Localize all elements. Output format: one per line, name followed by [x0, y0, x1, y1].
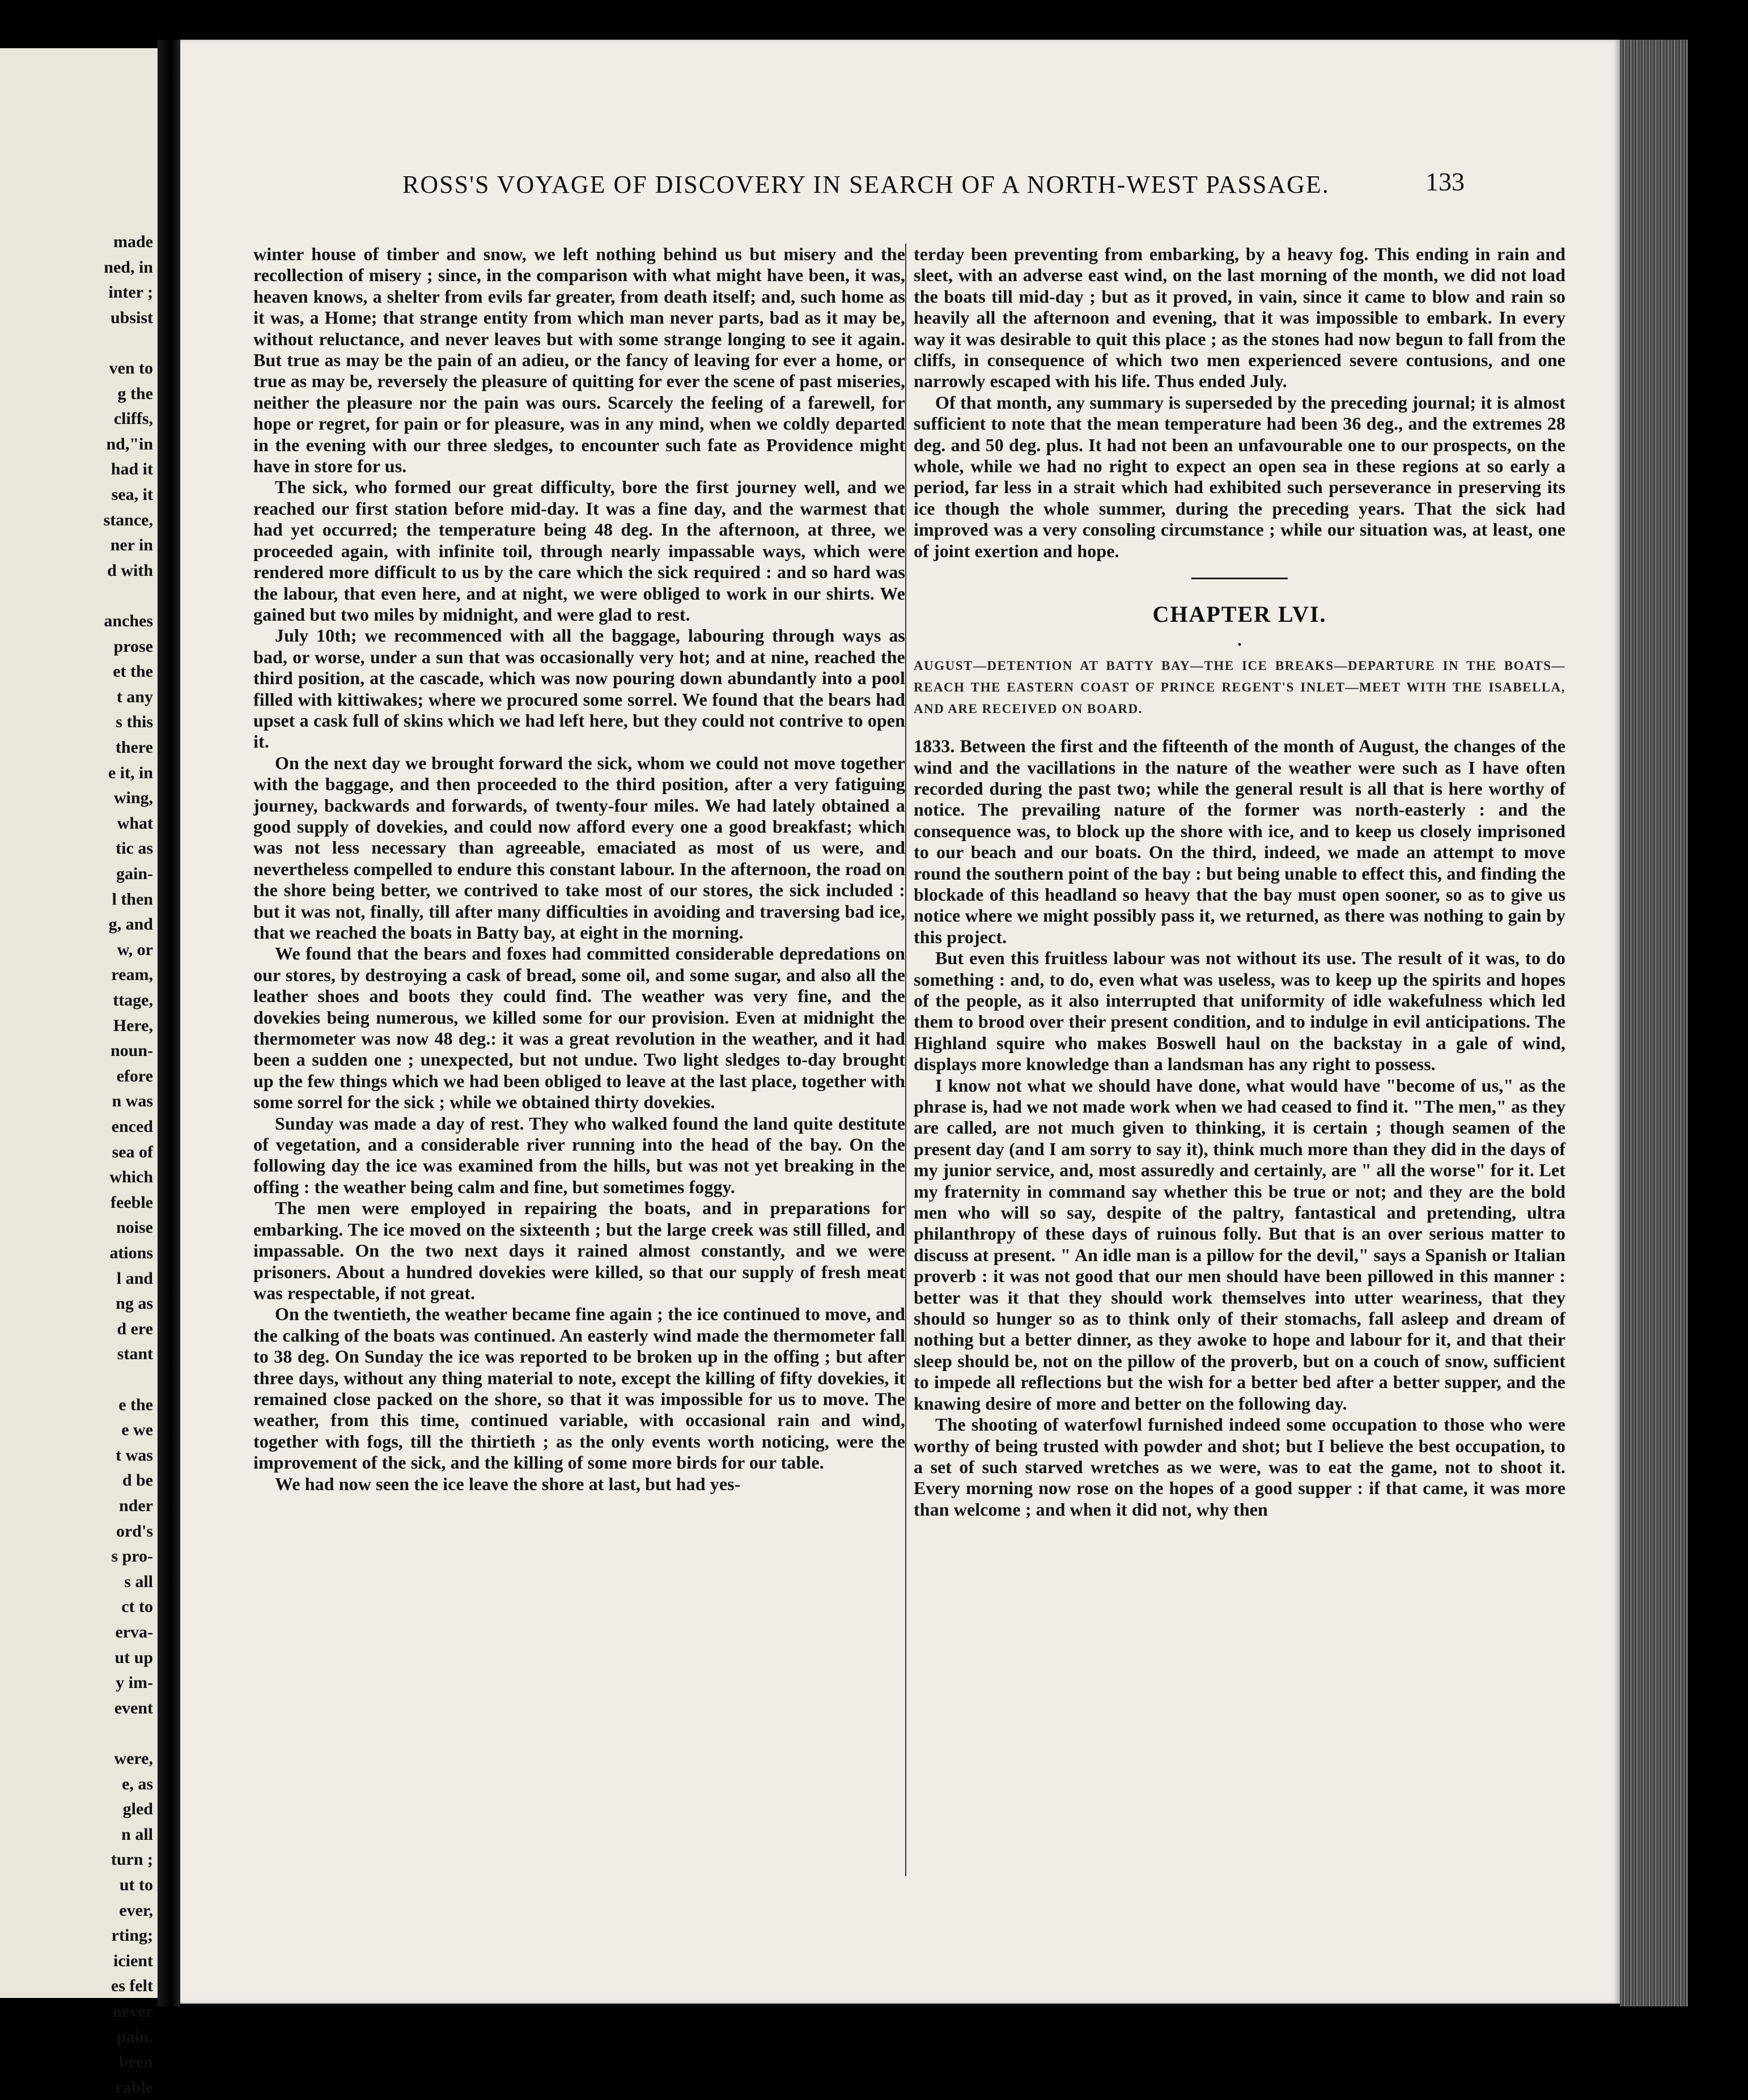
facing-page-line: gain-	[116, 864, 153, 883]
facing-page-line: y im-	[116, 1673, 153, 1692]
page-number: 133	[1425, 167, 1465, 196]
facing-page-line: nd,"in	[106, 434, 153, 453]
paragraph	[253, 1304, 905, 1473]
paragraph-text: The sick, who formed our great difficulty, bore the first journey well, and we reached our first station before mid-day. It was a fine day, and the warmest that had yet occurred; the temperature being 48 deg. In the afternoon, at three, we proceeded again, with infinite toil, through nearly impassable ways, which were rendered more difficult to us by the care which the sick required : and so hard was the labour, that even here, and at night, we were obliged to work in our shirts. We gained but two miles by midnight, and were glad to rest.	[253, 477, 905, 625]
facing-page-line: ng as	[116, 1294, 153, 1313]
facing-page-line: l and	[116, 1269, 153, 1288]
paragraph	[253, 753, 905, 944]
facing-page-fragment	[0, 48, 158, 2097]
facing-page-line: rable	[115, 2077, 153, 2097]
facing-page-line: s all	[124, 1572, 153, 1591]
facing-page-line: e it, in	[108, 763, 153, 782]
paragraph-text: We found that the bears and foxes had committed considerable depredations on our stores, by destroying a cask of bread, some oil, and some sugar, and also all the leather shoes and boots they could find. The weather was very fine, and the dovekies being numerous, we killed some for our provision. Even at midnight the thermometer was now 48 deg.: it was a great revolution in the weather, and it had been a sudden one ; unexpected, but not undue. Two light sledges to-day brought up the few things which we had been obliged to leave at the last place, together with some sorrel for the sick ; while we obtained thirty dovekies.	[253, 943, 905, 1113]
facing-page-line: e the	[118, 1395, 153, 1414]
facing-page-line: d be	[122, 1471, 153, 1490]
facing-page-line: wing,	[113, 788, 153, 808]
facing-page-line: ream,	[111, 965, 153, 985]
paragraph-text: July 10th; we recommenced with all the baggage, labouring through ways as bad, or worse, under a sun that was occasionally very hot; and at nine, reached the third position, at the cascade, which was now pouring down abundantly into a pool filled with kittiwakes; where we procured some sorrel. We found that the bears had upset a cask full of skins which we had left here, but they could not contrive to open it.	[253, 625, 905, 752]
facing-page-line: t any	[116, 687, 153, 706]
column-rule	[905, 244, 906, 1876]
facing-page-line: gled	[122, 1800, 153, 1819]
paragraph	[253, 477, 905, 625]
paragraph-text: Sunday was made a day of rest. They who walked found the land quite destitute of vegetation, and a considerable river running into the head of the bay. On the following day the ice was examined from the hills, but was not yet breaking in the offing : the weather being calm and fine, but sometimes foggy.	[253, 1113, 905, 1197]
facing-page-line: Here,	[113, 1016, 153, 1035]
facing-page-line: efore	[116, 1066, 153, 1085]
paragraph	[253, 625, 905, 752]
facing-page-line: been	[119, 2052, 153, 2072]
facing-page-line: anches	[104, 612, 153, 630]
facing-page-line: et the	[113, 662, 153, 681]
right-column	[914, 244, 1565, 1520]
facing-page-line: stance,	[103, 510, 153, 529]
facing-page-line: e, as	[122, 1774, 153, 1793]
facing-page-line: which	[109, 1168, 153, 1187]
paragraph-text: terday been preventing from embarking, by a heavy fog. This ending in rain and sleet, with an adverse east wind, on the last morning of the month, we did not load the boats till mid-day ; but as it proved, in vain, since it came to blow and rain so heavily all the afternoon and evening, that it was impossible to embark. In every way it was desirable to quit this place ; as the stones had now begun to fall from the cliffs, in consequence of which two men experienced severe contusions, and one narrowly escaped with his life. Thus ended July.	[914, 244, 1565, 392]
paragraph-text: On the twentieth, the weather became fine again ; the ice continued to move, and the calking of the boats was continued. An easterly wind made the thermometer fall to 38 deg. On Sunday the ice was reported to be broken up in the offing ; but after three days, without any thing material to note, except the killing of fifty dovekies, it remained close packed on the shore, so that it was impossible for us to move. The weather, from this time, continued variable, with occasional rain and wind, together with fogs, till the thirtieth ; as the only events worth noticing, were the improvement of the sick, and the killing of some more birds for our table.	[253, 1304, 905, 1473]
facing-page-line: cliffs,	[113, 409, 153, 429]
paragraph-text: Between the first and the fifteenth of the month of August, the changes of the wind and the vacillations in the nature of the weather were such as I have often recorded during the past two; while the general result is all that is here worthy of notice. The prevailing nature of the former was north-easterly : and the consequence was, to block up the shore with ice, and to keep us closely imprisoned to our beach and our boats. On the third, indeed, we made an attempt to move round the southern point of the bay : but being unable to effect this, and finding the blockade of this headland so heavy that the bay must open sooner, so as to give us notice where we might possibly pass it, we returned, as there was nothing to gain by this project.	[914, 736, 1565, 947]
chapter-title: CHAPTER LVI.	[1152, 601, 1327, 627]
facing-page-line: pain.	[116, 2027, 153, 2046]
facing-page-line: ut to	[119, 1876, 153, 1894]
facing-page-line: stant	[117, 1344, 153, 1364]
paragraph-text: The men were employed in repairing the boats, and in preparations for embarking. The ice moved on the sixteenth ; but the large creek was still filled, and impassable. On the two next days it rained almost constantly, and we were prisoners. About a hundred dovekies were killed, so that our supply of fresh meat was respectable, if not great.	[253, 1198, 905, 1303]
facing-page-line: enced	[111, 1117, 153, 1136]
paragraph	[914, 1075, 1565, 1415]
facing-page-line: ven to	[109, 359, 153, 377]
page-edges	[1620, 40, 1688, 2006]
facing-page-line: ubsist	[110, 308, 153, 327]
facing-page-line: ations	[109, 1244, 153, 1262]
paragraph-text: We had now seen the ice leave the shore at last, but had yes-	[275, 1473, 741, 1494]
paragraph-text: The shooting of waterfowl furnished indeed some occupation to those who were worthy of being trusted with powder and shot; but I believe the best occupation, to a set of such starved wretches as we were, was to eat the game, not to shoot it. Every morning now rose on the hopes of a good supper : if that came, it was more than welcome ; and when it did not, why then	[914, 1414, 1565, 1520]
paragraph-text: winter house of timber and snow, we left nothing behind us but misery and the recollection of misery ; since, in the comparison with what might have been, it was, heaven knows, a shelter from evils far greater, from death itself; and, such home as it was, a Home; that strange entity from which man never parts, bad as it may be, without reluctance, and never leaves but with some strange longing to see it again. But true as may be the pain of an adieu, or the fancy of leaving for ever a home, or true as may be, reversely the pleasure of quitting for ever the scene of past miseries, neither the pleasure nor the pain was ours. Scarcely the feeling of a farewell, for hope or regret, for pain or for pleasure, was in any mind, when we coldly departed in the evening with our three sledges, to encounter such fate as Providence might have in store for us.	[253, 244, 905, 477]
facing-page-line: n was	[112, 1092, 153, 1111]
year-label: 1833.	[914, 736, 955, 757]
facing-page-line: tic as	[116, 839, 153, 858]
facing-page-line: ct to	[121, 1597, 153, 1617]
paragraph-text: But even this fruitless labour was not without its use. The result of it was, to do something : and, to do, even what was useless, was to keep up the spirits and hopes of the people, as it also interrupted that uniformity of idle wakefulness which led them to brood over their present condition, and to indulge in evil anticipations. The Highland squire who makes Boswell haul on the backstay in a gale of wind, displays more knowledge than a landsman has any right to possess.	[914, 948, 1565, 1075]
facing-page-line: had it	[111, 460, 153, 479]
facing-page-line: ut up	[114, 1648, 153, 1667]
facing-page-line: d with	[107, 561, 153, 580]
left-column	[253, 244, 905, 1495]
book-gutter	[158, 40, 180, 2006]
facing-page-line: t was	[116, 1445, 153, 1465]
facing-page-line: g the	[117, 384, 153, 403]
facing-page-line: g, and	[108, 915, 153, 934]
facing-page-line: es felt	[111, 1976, 153, 1996]
facing-page-line: sea of	[112, 1142, 153, 1161]
facing-page-line: never	[112, 2002, 153, 2021]
facing-page-line: were,	[114, 1749, 153, 1768]
facing-page-line: l then	[112, 889, 153, 909]
facing-page-line: feeble	[111, 1193, 153, 1212]
facing-page-line: s this	[116, 712, 153, 732]
paragraph	[253, 244, 905, 477]
running-head-title: ROSS'S VOYAGE OF DISCOVERY IN SEARCH OF A NORTH-WEST PASSAGE.	[402, 171, 1330, 198]
right-column-text	[914, 244, 1565, 562]
paragraph	[914, 736, 1565, 948]
facing-page-line: icient	[113, 1951, 153, 1970]
facing-page-line: nder	[119, 1496, 153, 1515]
facing-page-line: prose	[113, 637, 153, 656]
facing-page-line: event	[114, 1698, 153, 1717]
facing-page-line: there	[115, 738, 153, 757]
facing-page-line: d ere	[117, 1319, 153, 1338]
facing-page-line: ttage,	[113, 991, 153, 1009]
facing-page-line: e we	[121, 1420, 153, 1440]
paragraph	[914, 948, 1565, 1075]
facing-page-line: s pro-	[111, 1547, 153, 1566]
running-head	[215, 167, 1576, 215]
facing-page-line: w, or	[117, 940, 153, 959]
facing-page-line: inter ;	[108, 283, 153, 302]
facing-page-line: n all	[121, 1825, 153, 1844]
facing-page-line: ned, in	[104, 257, 153, 277]
paragraph	[914, 392, 1565, 562]
chapter-divider	[1191, 578, 1288, 579]
facing-page-line: erva-	[115, 1623, 153, 1641]
chapter-summary: AUGUST—DETENTION AT BATTY BAY—THE ICE BREAKS—DEPARTURE IN THE BOATS—REACH THE EASTERN COAST OF PRINCE REGENT'S INLET—MEET WITH THE ISABELLA, AND ARE RECEIVED ON BOARD.	[914, 659, 1565, 716]
chapter-mark: •	[1237, 639, 1242, 652]
paragraph	[253, 1113, 905, 1198]
facing-page-line: ever,	[119, 1900, 153, 1920]
facing-page-line: ord's	[116, 1521, 153, 1541]
facing-page-line: what	[117, 813, 153, 833]
facing-page-line: rting;	[111, 1926, 153, 1945]
facing-page-line: ner in	[110, 536, 153, 555]
paragraph	[253, 1474, 905, 1495]
paragraph-text: I know not what we should have done, what would have "become of us," as the phrase is, had we not made work when we had ceased to find it. "The men," as they are called, are not much given to thinking, it is certain ; though seamen of the present day (and I am sorry to say it), think much more than they did in the days of my junior service, and, most assuredly and certainly, are " all the worse" for it. Let my fraternity in command say whether this be true or not; and they are the bold men who will so say, despite of the paltry, fantastical and pretending, ultra philanthropy of these days of ruinous folly. But that is an over serious matter to discuss at present. " An idle man is a pillow for the devil," says a Spanish or Italian proverb : it was not good that our men should have been pillowed in this manner : better was it that they should work themselves into utter weariness, that they should so hunger so as to think only of their stomachs, fall asleep and dream of nothing but a better dinner, as they awoke to hope and labour for it, and that their sleep should be, not on the pillow of the proverb, but on a couch of snow, sufficient to impede all reflections but the wish for a better bed after a better supper, and the knawing desire of more and better on the following day.	[914, 1075, 1565, 1414]
paragraph	[914, 244, 1565, 392]
facing-page-line: made	[113, 232, 153, 251]
chapter-text	[914, 736, 1565, 1520]
paragraph	[253, 1198, 905, 1304]
paragraph-text: Of that month, any summary is superseded by the preceding journal; it is almost sufficient to note that the mean temperature had been 36 deg., and the extremes 28 deg. and 50 deg. plus. It had not been an unfavourable one to our prospects, on the whole, while we had no right to expect an open sea in these regions at so early a period, far less in a strait which had exhibited such perseverance in preserving its ice though the whole summer, during the preceding years. That the sick had improved was a very consoling circumstance ; while our situation was, at least, one of joint exertion and hope.	[914, 392, 1565, 561]
facing-page-line: turn ;	[111, 1850, 153, 1869]
facing-page-line: noise	[116, 1218, 153, 1237]
paragraph	[914, 1414, 1565, 1520]
paragraph	[253, 943, 905, 1113]
paragraph-text: On the next day we brought forward the sick, whom we could not move together with the baggage, and then proceeded to the third position, after a very fatiguing journey, backwards and forwards, of twenty-four miles. We had lately obtained a good supply of dovekies, and could now afford every one a good breakfast; which was not less necessary than agreeable, emaciated as most of us were, and nevertheless compelled to endure this constant labour. In the afternoon, the road on the shore being better, we contrived to take most of our stores, the sick included : but it was not, finally, till after many difficulties in avoiding and traversing bad ice, that we reached the boats in Batty bay, at eight in the morning.	[253, 752, 905, 943]
scan-border	[1688, 34, 1748, 2022]
facing-page-line: noun-	[110, 1041, 153, 1060]
facing-page-line: sea, it	[111, 485, 153, 504]
